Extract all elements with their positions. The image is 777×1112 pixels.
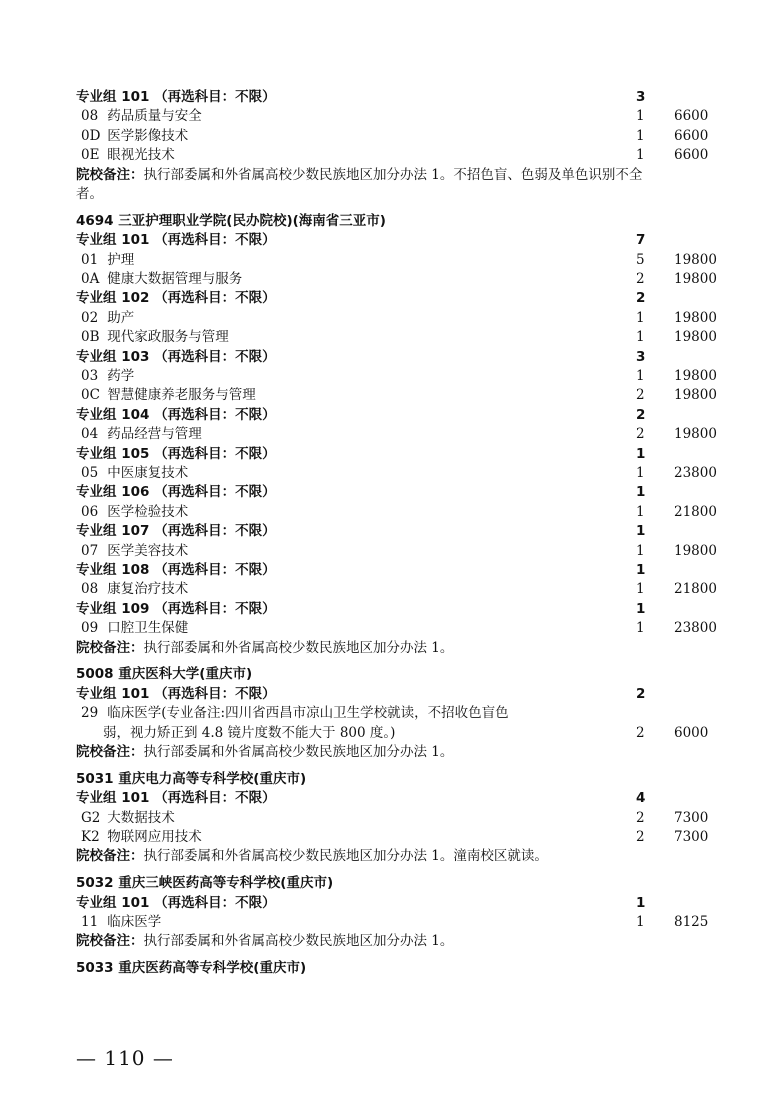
school-name: 5008 重庆医科大学(重庆市)	[76, 666, 253, 683]
major-code: 07	[81, 542, 99, 559]
school-name: 5033 重庆医药高等专科学校(重庆市)	[76, 960, 307, 977]
major-group-row	[76, 445, 736, 464]
major-code: 06	[81, 503, 99, 520]
group-count: 2	[636, 685, 646, 702]
major-count: 1	[636, 503, 645, 520]
major-fee: 23800	[674, 620, 717, 637]
major-count: 1	[636, 127, 645, 144]
major-count: 2	[636, 724, 645, 741]
major-fee: 19800	[674, 387, 717, 404]
school-remark	[76, 166, 736, 185]
major-row	[76, 580, 741, 599]
major-fee: 23800	[674, 465, 717, 481]
school-remark	[76, 639, 736, 658]
major-fee: 6600	[674, 147, 709, 164]
major-fee: 21800	[674, 503, 717, 520]
remark-text: 执行部委属和外省属高校少数民族地区加分办法 1。	[143, 933, 454, 950]
school-header	[76, 874, 736, 893]
major-count: 2	[636, 829, 645, 845]
major-name: 智慧健康养老服务与管理	[103, 387, 256, 404]
major-code: 03	[81, 368, 99, 384]
major-group-row	[76, 522, 736, 541]
major-count: 1	[636, 542, 645, 559]
group-count: 2	[636, 406, 646, 423]
group-name: 专业组 108 （再选科目：不限）	[76, 562, 276, 578]
major-row	[76, 704, 741, 723]
major-name: 口腔卫生保健	[103, 620, 189, 637]
group-name: 专业组 104 （再选科目：不限）	[76, 406, 276, 423]
major-count: 5	[636, 251, 645, 268]
group-name: 专业组 101 （再选科目：不限）	[76, 89, 276, 105]
major-count: 2	[636, 809, 645, 826]
school-remark	[76, 743, 736, 762]
major-row	[76, 367, 741, 386]
major-code: 04	[81, 426, 99, 443]
major-group-row	[76, 894, 736, 913]
group-name: 专业组 101 （再选科目：不限）	[76, 685, 276, 702]
major-row	[76, 619, 741, 638]
school-remark-continued	[76, 185, 736, 204]
major-row	[76, 146, 741, 165]
major-count: 1	[636, 147, 645, 164]
major-count: 2	[636, 426, 645, 443]
major-fee: 8125	[674, 914, 709, 930]
school-header	[76, 959, 736, 978]
major-group-row	[76, 88, 736, 107]
major-code: K2	[81, 829, 100, 845]
major-name: 临床医学	[103, 914, 162, 930]
major-row	[76, 828, 741, 847]
school-remark	[76, 932, 736, 951]
remark-text: 执行部委属和外省属高校少数民族地区加分办法 1。不招色盲、色弱及单色识别不全	[143, 166, 643, 183]
major-count: 1	[636, 368, 645, 384]
group-name: 专业组 101 （再选科目：不限）	[76, 790, 276, 807]
major-count: 1	[636, 329, 645, 346]
major-group-row	[76, 789, 736, 808]
group-count: 1	[636, 484, 646, 501]
group-count: 1	[636, 562, 646, 578]
major-code: 11	[81, 914, 99, 930]
major-code: 08	[81, 108, 99, 125]
major-name: 现代家政服务与管理	[103, 329, 229, 346]
group-count: 4	[636, 790, 646, 807]
group-name: 专业组 102 （再选科目：不限）	[76, 290, 276, 307]
major-row	[76, 251, 741, 270]
major-fee: 19800	[674, 251, 717, 268]
major-code: 0B	[81, 329, 100, 346]
major-name: 物联网应用技术	[103, 829, 202, 845]
major-group-row	[76, 600, 736, 619]
remark-label: 院校备注：	[76, 744, 144, 760]
school-name: 4694 三亚护理职业学院(民办院校)(海南省三亚市)	[76, 212, 386, 229]
major-code: 29	[81, 705, 99, 722]
major-count: 2	[636, 387, 645, 404]
major-count: 2	[636, 271, 645, 287]
group-count: 2	[636, 290, 646, 307]
group-count: 3	[636, 348, 646, 365]
major-row	[76, 425, 741, 444]
major-name: 眼视光技术	[103, 147, 175, 164]
major-group-row	[76, 483, 736, 502]
major-row	[76, 386, 741, 405]
major-fee: 19800	[674, 309, 717, 326]
group-name: 专业组 103 （再选科目：不限）	[76, 348, 276, 365]
major-name: 医学检验技术	[103, 503, 189, 520]
school-name: 5032 重庆三峡医药高等专科学校(重庆市)	[76, 875, 334, 892]
major-name: 护理	[103, 251, 135, 268]
major-code: 09	[81, 620, 99, 637]
major-code: 0E	[81, 147, 100, 164]
major-name: 临床医学(专业备注:四川省西昌市凉山卫生学校就读，不招收色盲色	[103, 705, 509, 722]
school-header	[76, 770, 736, 789]
major-name: 药品质量与安全	[103, 108, 202, 125]
group-name: 专业组 101 （再选科目：不限）	[76, 232, 276, 249]
major-code: 01	[81, 251, 99, 268]
remark-text: 执行部委属和外省属高校少数民族地区加分办法 1。潼南校区就读。	[143, 848, 548, 865]
major-count: 1	[636, 108, 645, 125]
major-code: 0C	[81, 387, 100, 404]
group-count: 1	[636, 600, 646, 617]
school-remark	[76, 847, 736, 866]
major-name-continued: 弱，视力矫正到 4.8 镜片度数不能大于 800 度。)	[103, 724, 396, 741]
major-fee: 21800	[674, 581, 717, 598]
group-count: 1	[636, 523, 646, 540]
group-name: 专业组 101 （再选科目：不限）	[76, 894, 276, 911]
major-fee: 19800	[674, 271, 717, 287]
remark-label: 院校备注：	[76, 933, 144, 950]
major-row	[76, 270, 741, 289]
major-name: 药品经营与管理	[103, 426, 202, 443]
major-name: 医学影像技术	[103, 127, 189, 144]
major-name: 中医康复技术	[103, 465, 189, 481]
major-row	[76, 503, 741, 522]
major-row	[76, 127, 741, 146]
group-count: 3	[636, 89, 646, 105]
major-name: 药学	[103, 368, 135, 384]
major-group-row	[76, 348, 736, 367]
group-name: 专业组 109 （再选科目：不限）	[76, 600, 276, 617]
page-number: — 110 —	[76, 1046, 174, 1070]
major-name: 大数据技术	[103, 809, 175, 826]
major-count: 1	[636, 620, 645, 637]
major-row	[76, 809, 741, 828]
major-count: 1	[636, 465, 645, 481]
major-code: 02	[81, 309, 99, 326]
major-count: 1	[636, 914, 645, 930]
major-name: 康复治疗技术	[103, 581, 189, 598]
major-code: 0A	[81, 271, 100, 287]
group-name: 专业组 106 （再选科目：不限）	[76, 484, 276, 501]
major-fee: 6600	[674, 108, 709, 125]
major-group-row	[76, 561, 736, 580]
major-fee: 19800	[674, 329, 717, 346]
remark-label: 院校备注：	[76, 848, 144, 865]
group-name: 专业组 105 （再选科目：不限）	[76, 445, 276, 462]
major-row	[76, 464, 741, 483]
major-row-continued	[76, 724, 741, 743]
remark-label: 院校备注：	[76, 639, 144, 656]
group-count: 1	[636, 445, 646, 462]
major-row	[76, 107, 741, 126]
major-fee: 7300	[674, 829, 709, 845]
major-row	[76, 913, 741, 932]
school-header	[76, 665, 736, 684]
school-name: 5031 重庆电力高等专科学校(重庆市)	[76, 770, 307, 787]
group-name: 专业组 107 （再选科目：不限）	[76, 523, 276, 540]
major-group-row	[76, 406, 736, 425]
major-row	[76, 309, 741, 328]
major-group-row	[76, 289, 736, 308]
major-code: 08	[81, 581, 99, 598]
major-fee: 7300	[674, 809, 709, 826]
major-count: 1	[636, 309, 645, 326]
major-fee: 19800	[674, 542, 717, 559]
major-code: 0D	[81, 127, 101, 144]
major-row	[76, 328, 741, 347]
major-fee: 6600	[674, 127, 709, 144]
remark-label: 院校备注：	[76, 166, 144, 183]
major-count: 1	[636, 581, 645, 598]
major-fee: 19800	[674, 426, 717, 443]
major-name: 健康大数据管理与服务	[103, 271, 243, 287]
major-code: G2	[81, 809, 101, 826]
remark-text: 执行部委属和外省属高校少数民族地区加分办法 1。	[143, 639, 454, 656]
major-name: 医学美容技术	[103, 542, 189, 559]
major-name: 助产	[103, 309, 135, 326]
major-fee: 19800	[674, 368, 717, 384]
major-group-row	[76, 685, 736, 704]
remark-text-continued: 者。	[76, 186, 103, 202]
major-code: 05	[81, 465, 99, 481]
school-header	[76, 212, 736, 231]
group-count: 1	[636, 894, 646, 911]
major-fee: 6000	[674, 724, 709, 741]
major-group-row	[76, 231, 736, 250]
remark-text: 执行部委属和外省属高校少数民族地区加分办法 1。	[143, 744, 454, 760]
major-row	[76, 542, 741, 561]
group-count: 7	[636, 232, 646, 249]
